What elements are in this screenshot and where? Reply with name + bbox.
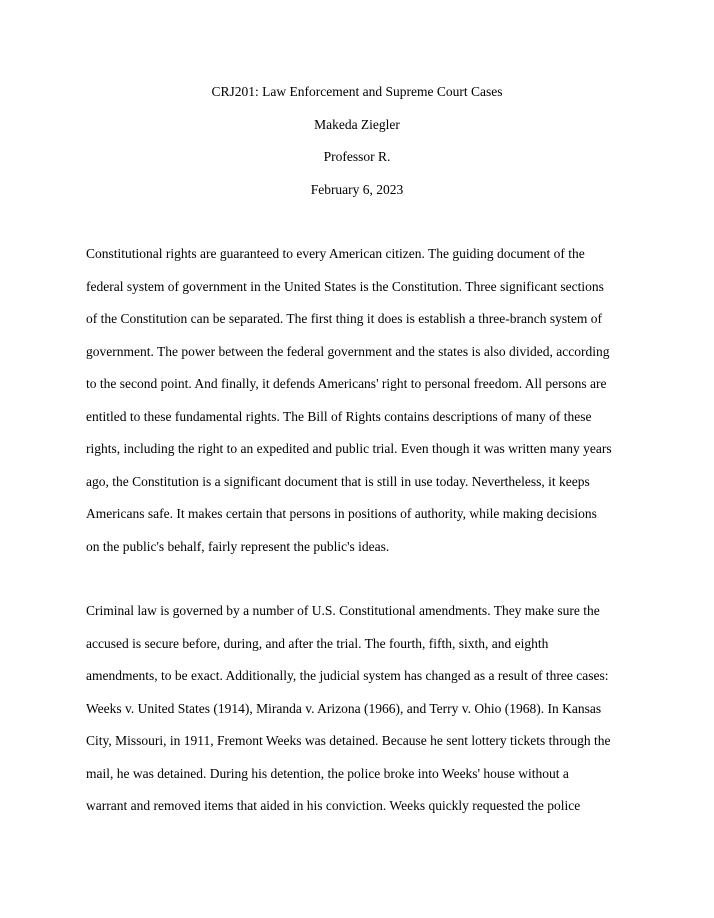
- text-line: ago, the Constitution is a significant document that is still in use today. Nevertheless, it keeps: [86, 473, 590, 489]
- text-line: Americans safe. It makes certain that persons in positions of authority, while making decisions: [86, 506, 597, 521]
- text-line: mail, he was detained. During his detention, the police broke into Weeks' house without a: [86, 765, 569, 781]
- text-line: government. The power between the federal government and the states is also divided, according: [86, 343, 610, 359]
- course-title: CRJ201: Law Enforcement and Supreme Court Cases: [211, 84, 503, 99]
- text-line: Constitutional rights are guaranteed to every American citizen. The guiding document of the: [86, 246, 585, 261]
- text-line: City, Missouri, in 1911, Fremont Weeks was detained. Because he sent lottery tickets through the: [86, 733, 611, 748]
- author-name: Makeda Ziegler: [314, 116, 400, 132]
- professor-name: Professor R.: [323, 149, 391, 164]
- title-block: [0, 82, 714, 212]
- text-line: entitled to these fundamental rights. The Bill of Rights contains descriptions of many of these: [86, 408, 592, 424]
- text-line: on the public's behalf, fairly represent the public's ideas.: [86, 538, 390, 554]
- text-line: accused is secure before, during, and after the trial. The fourth, fifth, sixth, and eighth: [86, 635, 549, 651]
- text-line: of the Constitution can be separated. The first thing it does is establish a three-branch system of: [86, 311, 602, 326]
- paragraph-2: [86, 601, 646, 829]
- text-line: amendments, to be exact. Additionally, the judicial system has changed as a result of three cases:: [86, 668, 609, 683]
- text-line: to the second point. And finally, it defends Americans' right to personal freedom. All persons are: [86, 376, 607, 391]
- text-line: warrant and removed items that aided in his conviction. Weeks quickly requested the police: [86, 798, 581, 813]
- text-line: Weeks v. United States (1914), Miranda v. Arizona (1966), and Terry v. Ohio (1968). In Kansas: [86, 700, 602, 716]
- text-line: Criminal law is governed by a number of U.S. Constitutional amendments. They make sure the: [86, 603, 600, 618]
- text-line: federal system of government in the United States is the Constitution. Three significant sections: [86, 278, 604, 294]
- text-line: rights, including the right to an expedited and public trial. Even though it was written many years: [86, 441, 612, 456]
- document-date: February 6, 2023: [310, 181, 404, 197]
- paragraph-1: [86, 244, 646, 569]
